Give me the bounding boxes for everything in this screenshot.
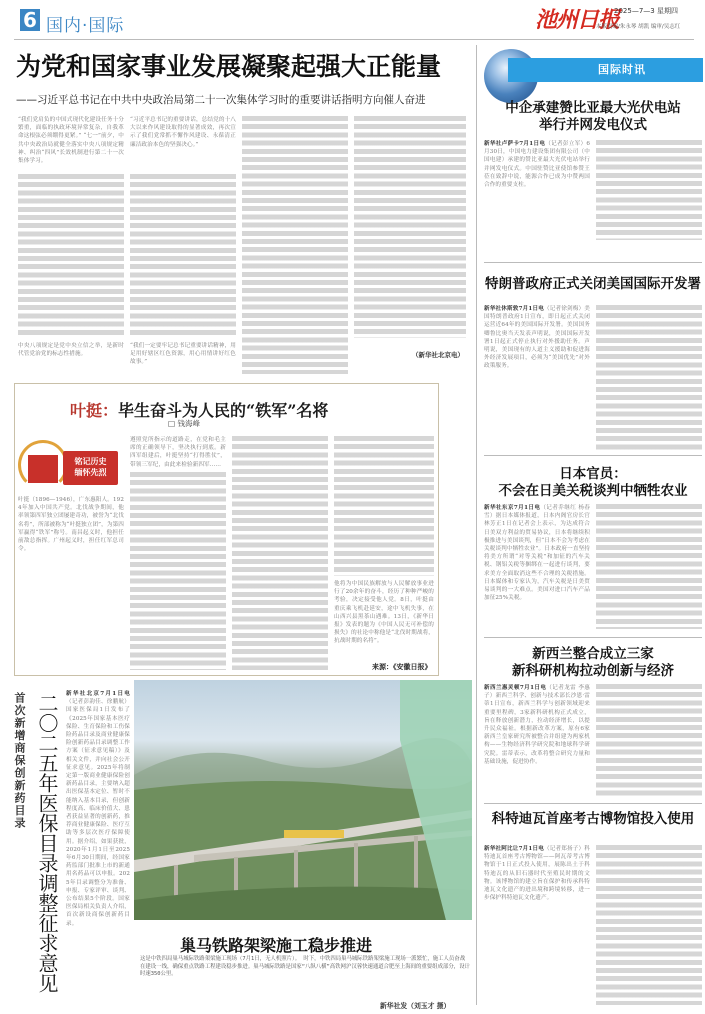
lead-column-2: “习近平总书记的重要讲话，总结党的十八大以来作风建设取得的显著成效，再次宣示了我们党常抓不懈作风建设、永葆清正廉洁政治本色的坚强决心。” (130, 117, 236, 148)
feature-bio: 叶挺（1896—1946），广东惠阳人。1924年加入中国共产党。北伐战争期间，他率领第四军独立团屡建奇功，被誉为“北伐名将”，所部被称为“叶挺独立团”，为第四军赢得“铁军”称号。南昌起义时，他担任前敌总指挥。广州起义时，担任红军总司令。 (18, 497, 124, 553)
story-4-dateline: 新西兰惠灵顿7月1日电 (484, 685, 547, 691)
badge-line-2: 缅怀先烈 (74, 468, 107, 477)
memorial-badge (63, 451, 118, 485)
story-1-headline-line1: 中企承建赞比亚最大光伏电站 (505, 100, 681, 116)
feature-ending: 他将为中国民族解放与人民解放事业进行了20余年的奋斗，经历了种种严峻的考验，决定接受他人党。8日，叶挺由重庆乘飞机赴延安，途中飞机失事，在山西兴县黑茶山遇难。13日，《新华日报》发表的题为《中国人民无可补偿的损失》的社论中称他是“北伐时期战将，抗战时期的名将”。 (334, 581, 434, 645)
story-3-col2 (596, 504, 702, 629)
story-3-headline-line1: 日本官员： (559, 466, 627, 482)
great-wall-icon (28, 455, 58, 483)
photo-credit: 新华社发（刘玉才 摄） (380, 1002, 451, 1010)
lead-column-2-text (130, 174, 236, 338)
lead-column-1-text (18, 174, 124, 338)
medical-text: （记者彭韵佳、徐鹏航）国家医保局1日发布了《2025年国家基本医疗保险、生育保险和工伤保险药品目录及商业健康保险创新药品目录调整工作方案（征求意见稿）》及相关文件，并向社会公开征求意见。2025年将制定第一版商业健康保险创新药品目录，主要纳入超出医保基本定位、暂时不能纳入基本目录，但创新程度高、临床价值大、患者获益显著的创新药，推荐商业健康保险、医疗互助等多层次医疗保障使用。据介绍，如果获批，2020年1月1日至2025年6月30日期间，经国家药监部门批准上市的新通用名药品可以申报。2025年目录调整分为准备、申报、专家评审、谈判、公布结果5个阶段。国家医保局相关负责人介绍，首次新设商保创新药目录。 (66, 699, 130, 927)
story-3-headline-line2: 不会在日美关税谈判中牺牲农业 (498, 483, 688, 499)
story-1-dateline: 新华社卢萨卡7月1日电 (484, 141, 546, 147)
medical-body (66, 690, 130, 1010)
story-1-headline[interactable] (482, 100, 704, 134)
lead-column-3-text (242, 116, 348, 374)
story-2-headline-line1: 特朗普政府正式关闭美国国际开发署 (485, 276, 701, 292)
story-2-text: （记者徐剑梅）美国特朗普政府1日宣布，即日起正式关闭运营近64年的美国国际开发署。美国国务卿鲁比奥当天发表声明说，美国国际开发署1日起正式停止执行对外援助任务。声明说，美国现有的人道主义援助和促进海外经济发展项目，必须为“美国优先”对外政策服务。 (484, 306, 590, 370)
story-5-text: （记者郑扬子）科特迪瓦首座考古博物馆——阿瓦蒂考古博物馆于1日正式投入使用，展陈出土于科特迪瓦的从旧石器时代至殖民时期的文物。该博物馆的建立旨在保护和传承科特迪瓦文化遗产的进出境和跨境转移，进一步保护科特迪瓦文化遗产。 (484, 846, 590, 902)
lead-column-1-end: 中央八项规定是党中央立信之举，是新时代管党治党的标志性措施。 (18, 343, 124, 358)
feature-col2: 遵照党所指示的道路走，在党和毛主席的正确领导下，坚决执行到底。新四军组建后，叶挺坚持“打得胜仗”，带领三军纪，由此来检验新四军…… (130, 437, 226, 468)
story-divider (484, 637, 702, 638)
story-2-body (484, 305, 590, 450)
lead-signoff: （新华社北京电） (412, 351, 464, 359)
story-divider (484, 262, 702, 263)
story-2-dateline: 新华社休斯敦7月1日电 (484, 306, 544, 312)
medical-kicker: 首次新增商保创新药目录 (13, 692, 26, 830)
lead-p2: “七一”前夕，中共中央政治局就健全落实中央八项规定精神、纠治“四风”长效机制进行第二十一次集体学习。 (18, 133, 124, 165)
story-4-headline-line2: 新科研机构拉动创新与经济 (512, 663, 674, 679)
lead-column-1 (18, 116, 124, 172)
story-3-headline[interactable] (482, 466, 704, 500)
story-2-headline[interactable] (482, 276, 704, 293)
lead-column-2-end: “我们一定要牢记总书记重要讲话精神，用足用好辖区红色资源，用心用情讲好红色故事。” (130, 343, 236, 366)
editors-line: 本版责编/朱永琴 胡凯 编审/吴志红 (596, 24, 681, 30)
story-5-headline-line1: 科特迪瓦首座考古博物馆投入使用 (491, 811, 695, 827)
story-4-text: （记者龙雷 李惠子）新西兰科学、创新与技术部长沙恩·雷蒂1日宣布，新西兰科学与创新领域迎来重要里程碑，3家新科研机构正式成立，旨在释放创新潜力，拉动经济增长，以提升民众福祉。根据新改革方案，原有6家新西兰皇家研究所被整合并组建为两家机构——生物经济科学研究院和地球科学研究院。雷蒂表示，改革将整合研究力量和基础设施，促进协作。 (484, 685, 590, 765)
lead-intro: “我们党肩负的中国式现代化建设任务十分繁重，面临的执政环境异常复杂，自我革命这根弦必须绷得更紧。” (18, 117, 124, 140)
story-5-dateline: 新华社阿比让7月1日电 (484, 846, 544, 852)
international-news-label: 国际时讯 (598, 63, 646, 76)
badge-line-1: 铭记历史 (74, 457, 107, 466)
feature-author: □ 钱海峰 (168, 419, 200, 428)
story-3-body (484, 504, 590, 629)
story-1-body (484, 140, 590, 255)
lead-headline[interactable]: 为党和国家事业发展凝聚起强大正能量 (16, 52, 442, 81)
story-3-dateline: 新华社东京7月1日电 (484, 505, 541, 511)
story-1-text: （记者彭立军）6月30日，中国电力建设集团有限公司（中国电建）承建的赞比亚最大光伏电站举行并网发电仪式。中国驻赞比亚使馆参赞王莅在致辞中说，能源合作已成为中赞两国合作的重要支柱。 (484, 141, 590, 189)
lead-subheadline: ——习近平总书记在中共中央政治局第二十一次集体学习时的重要讲话指明方向催人奋进 (16, 94, 426, 106)
story-4-body (484, 684, 590, 799)
story-5-col2 (596, 845, 702, 1005)
feature-source: 来源：《安徽日报》 (372, 663, 432, 671)
photo-headline[interactable]: 巢马铁路架梁施工稳步推进 (180, 936, 373, 955)
story-2-col2 (596, 305, 702, 450)
feature-col2-text (130, 472, 226, 670)
story-4-headline-line1: 新西兰整合成立三家 (532, 646, 654, 662)
section-title: 国内·国际 (46, 16, 125, 36)
story-5-body (484, 845, 590, 1005)
medical-dateline: 新华社北京7月1日电 (66, 691, 130, 697)
feature-headline-main: 毕生奋斗为人民的“铁军”名将 (118, 401, 329, 420)
feature-col4-text (334, 436, 434, 576)
story-divider (484, 803, 702, 804)
feature-col3-text (232, 436, 328, 670)
header-divider (14, 39, 694, 40)
story-4-col2 (596, 684, 702, 796)
page-number: 6 (20, 9, 40, 31)
feature-headline-lead: 叶挺： (70, 401, 119, 420)
story-5-headline[interactable] (482, 811, 704, 828)
issue-date: 2025—7—3 星期四 (614, 7, 678, 15)
story-1-col2 (596, 140, 702, 240)
photo-caption: 这是中铁四局巢马城际铁路架梁施工现场（7月1日，无人机照片）。 时下，中铁四局巢马城际铁路架梁施工现场一派繁忙，施工人员奋战在建设一线，确保重点铁路工程建设稳步推进。巢马城际铁路是国家“八纵八横”高铁网沪汉蓉快速通道合肥至上海间的重要组成部分，设计时速350公里。 (140, 956, 470, 978)
newspaper-logo: 池州日报 (535, 7, 620, 33)
story-4-headline[interactable] (482, 646, 704, 680)
story-divider (484, 455, 702, 456)
lead-column-4-text (354, 116, 466, 338)
story-3-text: （记者乔继红 杨春雪）据日本媒体报道，日本内阁官房长官林芳正1日在记者会上表示，为达成符合日美双方利益的贸易协议，日本将继续积极推进与美国谈判，但“日本不会为考虑在关税谈判中牺牲农业”。日本政府一直坚持将美方所谓“对等关税”和加征的汽车关税、钢铝关税等捆绑在一起进行谈判，要求美方全面取消这些不合理的关税措施。日本媒体和专家认为，汽车关税是日美贸易谈判的一大难点。美国对进口汽车产品加征25%关税。 (484, 505, 590, 602)
story-1-headline-line2: 举行并网发电仪式 (539, 117, 647, 133)
column-divider (476, 45, 477, 1005)
medical-headline[interactable]: 二〇二五年医保目录调整征求意见 (35, 693, 59, 993)
